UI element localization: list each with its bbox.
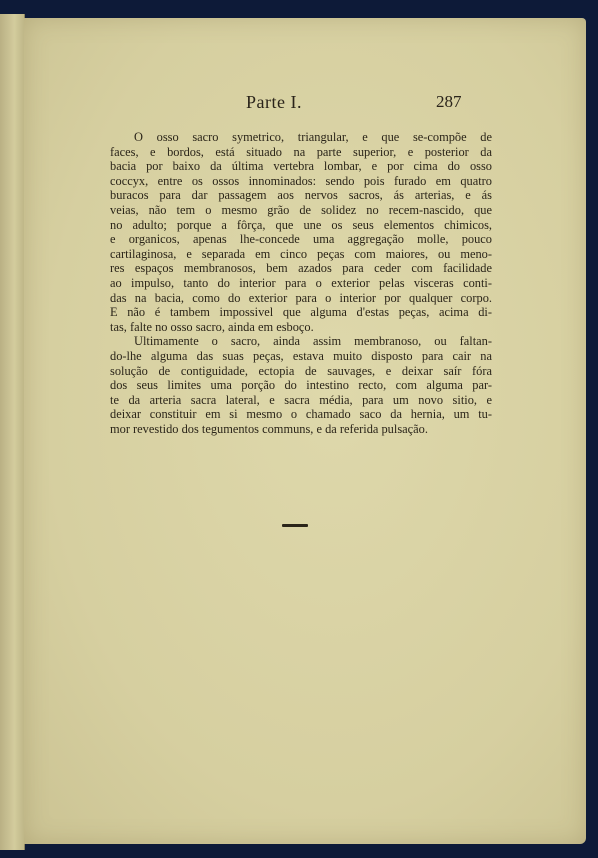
running-head: Parte I. — [246, 92, 302, 112]
text-line: veias, não tem o mesmo grão de solidez no recem-nascido, que — [110, 202, 492, 217]
text-line: dos seus limites uma porção do intestino recto, com alguma par- — [110, 378, 492, 393]
text-line: buracos para dar passagem aos nervos sacros, ás arterias, e ás — [110, 188, 492, 203]
text-line: solução de contiguidade, ectopia de sauvages, e deixar saír fóra — [110, 363, 492, 378]
text-line: O osso sacro symetrico, triangular, e que se-compõe de — [134, 130, 492, 144]
text-line: faces, e bordos, está situado na parte superior, e posterior da — [110, 144, 492, 159]
text-line: res espaços membranosos, bem azados para ceder com facilidade — [110, 261, 492, 276]
facing-page-edge — [0, 14, 25, 850]
text-line: te da arteria sacra lateral, e sacra média, para um novo sitio, e — [110, 392, 492, 407]
text-line: deixar constituir em si mesmo o chamado saco da hernia, um tu- — [110, 407, 492, 422]
paragraph-1 — [110, 130, 492, 334]
page-number: 287 — [436, 92, 462, 111]
text-line: coccyx, entre os ossos innominados: sendo pois furado em quatro — [110, 173, 492, 188]
text-line: mor revestido dos tegumentos communs, e da referida pulsação. — [110, 421, 428, 436]
text-line: Ultimamente o sacro, ainda assim membranoso, ou faltan- — [134, 334, 492, 349]
paragraph-2 — [110, 334, 492, 436]
text-line: das na bacia, como do exterior para o interior por qualquer corpo. — [110, 290, 492, 305]
book-page — [24, 18, 586, 844]
text-line: E não é tambem impossivel que alguma d'estas peças, acima di- — [110, 305, 492, 320]
text-line: do-lhe alguma das suas peças, estava muito disposto para cair na — [110, 348, 492, 363]
text-line: tas, falte no osso sacro, ainda em esboço. — [110, 319, 314, 334]
page-header — [24, 88, 586, 118]
text-line: cartilaginosa, e separada em cinco peças com maiores, ou meno- — [110, 246, 492, 261]
text-line: e organicos, apenas lhe-concede uma aggregação molle, pouco — [110, 232, 492, 247]
section-end-rule — [282, 524, 308, 527]
text-line: ao impulso, tanto do interior para o exterior pelas visceras conti- — [110, 275, 492, 290]
text-line: bacia por baixo da última vertebra lombar, e por cima do osso — [110, 159, 492, 174]
text-line: no adulto; porque a fôrça, que une os seus elementos chimicos, — [110, 217, 492, 232]
body-text — [110, 130, 492, 436]
